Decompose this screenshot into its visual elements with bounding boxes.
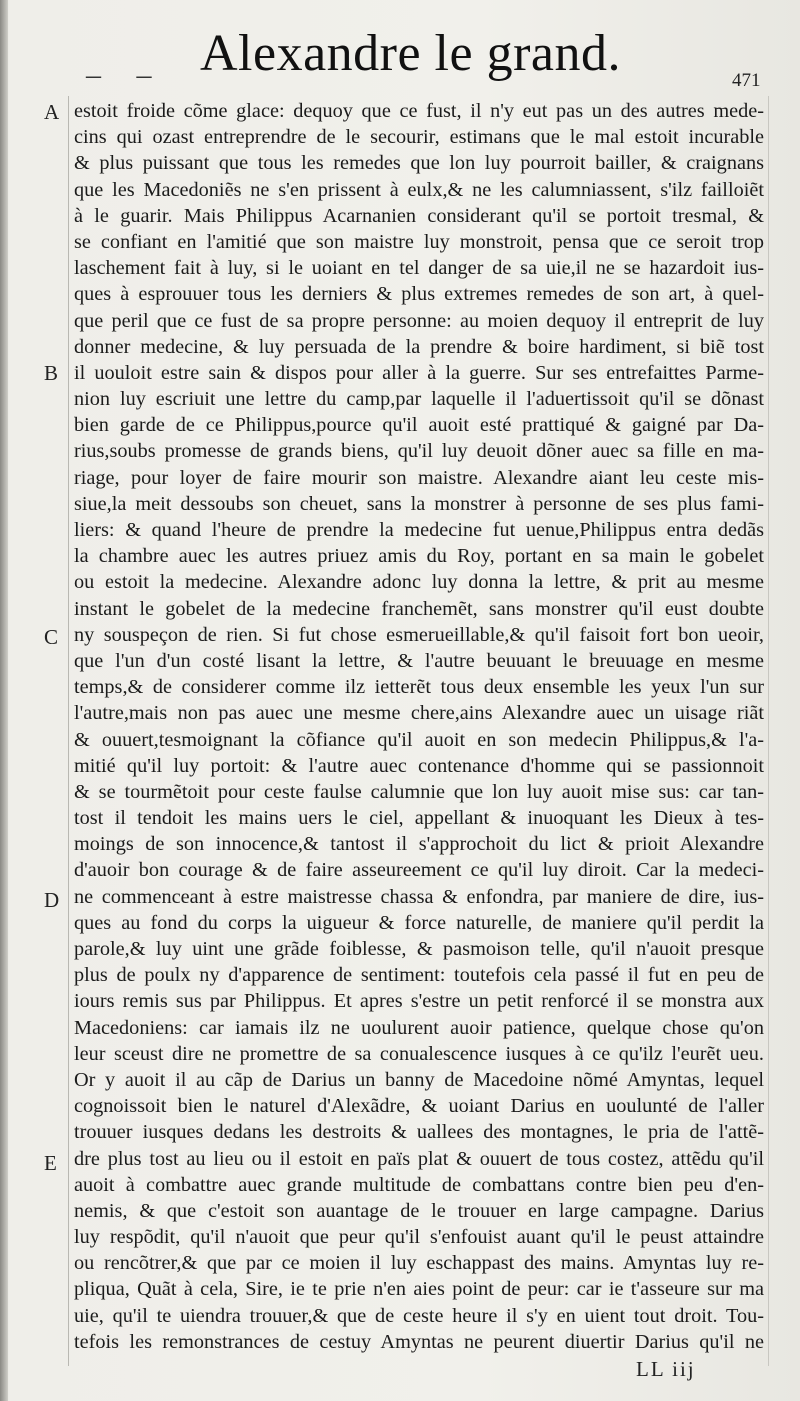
text-line: que peril que ce fust de sa propre personne: au moien dequoy il entreprit de luy [74,309,764,332]
text-line: à le guarir. Mais Philippus Acarnanien considerant qu'il se portoit tresmal, & [74,204,764,227]
text-line: laschement fait à luy, si le uoiant en tel danger de sa uie,il ne se hazardoit ius- [74,257,764,280]
text-line: Or y auoit il au cãp de Darius un banny de Macedoine nõmé Amyntas, lequel [74,1068,764,1091]
text-line: tefois les remonstrances de cestuy Amyntas ne peurent diuertir Darius qu'il ne [74,1330,764,1353]
margin-letter-c: C [44,625,59,649]
text-line: bien garde de ce Philippus,pource qu'il auoit esté prattiqué & gaigné par Da- [74,414,764,437]
text-line: ne commenceant à estre maistresse chassa & enfondra, par maniere de dire, ius- [74,885,764,908]
text-line: & ouuert,tesmoignant la cõfiance qu'il auoit en son medecin Philippus,& l'a- [74,728,764,751]
text-line: se confiant en l'amitié que son maistre luy monstroit, pensa que ce seroit trop [74,230,764,253]
text-line: liers: & quand l'heure de prendre la medecine fut uenue,Philippus entra dedãs [74,519,764,541]
text-line: & plus puissant que tous les remedes que lon luy pourroit bailler, & craignans [74,152,764,175]
signature-mark: LL iij [636,1357,696,1381]
text-line: donner medecine, & luy persuada de la prendre & boire hardiment, si biẽ tost [74,335,764,358]
text-line: dre plus tost au lieu ou il estoit en païs plat & ouuert de tous costez, attẽdu qu'il [74,1147,764,1170]
text-line: temps,& de considerer comme ilz ietterẽt tous deux ensemble les yeux l'un sur [74,676,764,699]
text-line: que les Macedoniẽs ne s'en prissent à eulx,& ne les calumniassent, s'ilz failloiẽt [74,178,764,201]
margin-letter-e: E [44,1151,57,1175]
margin-letter-a: A [44,100,60,124]
text-line: ou estoit la medecine. Alexandre adonc luy donna la lettre, & prit au mesme [74,571,764,594]
binding-shadow [0,0,8,1401]
text-line: siue,la meit dessoubs son cheuet, sans la monstrer à personne de ses plus fami- [74,492,764,515]
text-line: estoit froide cõme glace: dequoy que ce fust, il n'y eut pas un des autres mede- [74,100,764,122]
text-line: ques à esprouuer tous les derniers & plus extremes remedes de son art, à quel- [74,283,764,306]
text-line: l'autre,mais non pas auec une mesme chere,ains Alexandre auec un uisage riãt [74,702,764,725]
text-line: nion luy escriuit une lettre du camp,par laquelle il l'aduertissoit qu'il se dõnast [74,388,764,411]
margin-letter-b: B [44,361,59,385]
text-line: leur sceust dire ne promettre de sa conualescence iusques à ce qu'ilz l'eurẽt ueu. [74,1042,764,1065]
margin-letter-d: D [44,888,60,912]
text-line: la chambre auec les autres priuez amis du Roy, portant en sa main le gobelet [74,545,764,568]
text-line: cins qui ozast entreprendre de le secourir, estimans que le mal estoit incurable [74,126,764,149]
text-line: tost il tendoit les mains uers le ciel, appellant & inuoquant les Dieux à tes- [74,807,764,830]
text-line: iours remis sus par Philippus. Et apres s'estre un petit renforcé il se monstra aux [74,990,764,1013]
text-line: que l'un d'un costé lisant la lettre, & l'autre beuuant le breuuage en mesme [74,649,764,672]
header-dashes: – – [86,58,166,91]
text-line: trouuer iusques dedans les destroits & uallees des montagnes, le pria de l'attẽ- [74,1121,764,1144]
text-line: ques au fond du corps la uigueur & force naturelle, de maniere qu'il perdit la [74,911,764,934]
text-line: ou rencõtrer,& que par ce moien il luy eschappast des mains. Amyntas luy re- [74,1252,764,1275]
text-line: luy respõdit, qu'il n'auoit que peur qu'il s'enfouist auant qu'il le peust attaindre [74,1226,764,1249]
text-line: pliqua, Quãt à cela, Sire, ie te prie n'en aies point de peur: car ie t'asseure sur ma [74,1278,764,1301]
text-line: Macedoniens: car iamais ilz ne uoulurent auoir patience, quelque chose qu'on [74,1016,764,1039]
left-margin-rule [68,96,69,1366]
page-number: 471 [732,70,761,91]
text-line: rius,soubs promesse de grands biens, qu'il luy deuoit dõner auec sa fille en ma- [74,440,764,463]
text-line: nemis, & que c'estoit son auantage de le trouuer en large campagne. Darius [74,1199,764,1222]
text-line: & se tourmẽtoit pour ceste faulse calumnie que lon luy auoit mise sus: car tan- [74,780,764,803]
text-line: riage, pour loyer de faire mourir son maistre. Alexandre aiant leu ceste mis- [74,466,764,489]
text-line: uie, qu'il te uiendra trouuer,& que de ceste heure il s'y en uient tout droit. Tou- [74,1304,764,1327]
right-margin-rule [768,96,769,1366]
text-line: il uouloit estre sain & dispos pour aller à la guerre. Sur ses entrefaittes Parme- [74,361,764,384]
text-line: parole,& luy uint une grãde foiblesse, & pasmoison telle, qu'il n'auoit presque [74,938,764,960]
text-line: mitié qu'il luy portoit: & l'autre auec contenance d'homme qui se passionnoit [74,754,764,777]
text-line: d'auoir bon courage & de faire asseureement ce qu'il luy diroit. Car la medeci- [74,859,764,882]
body-text [74,98,764,1355]
running-title: Alexandre le grand. [200,25,621,82]
text-line: ny souspeçon de rien. Si fut chose esmerueillable,& qu'il faisoit fort bon ueoir, [74,623,764,646]
text-line: plus de poulx ny d'apparence de sentiment: toutefois cela passé il fut en peu de [74,964,764,987]
text-line: auoit à combattre auec grande multitude de combattans contre bien peu d'en- [74,1173,764,1196]
text-line: cognoissoit bien le naturel d'Alexãdre, & uoiant Darius en uoulunté de l'aller [74,1095,764,1118]
text-line: moings de son innocence,& tantost il s'approchoit du lict & prioit Alexandre [74,833,764,856]
text-line: instant le gobelet de la medecine franchemẽt, sans monstrer qu'il eust doubte [74,597,764,620]
